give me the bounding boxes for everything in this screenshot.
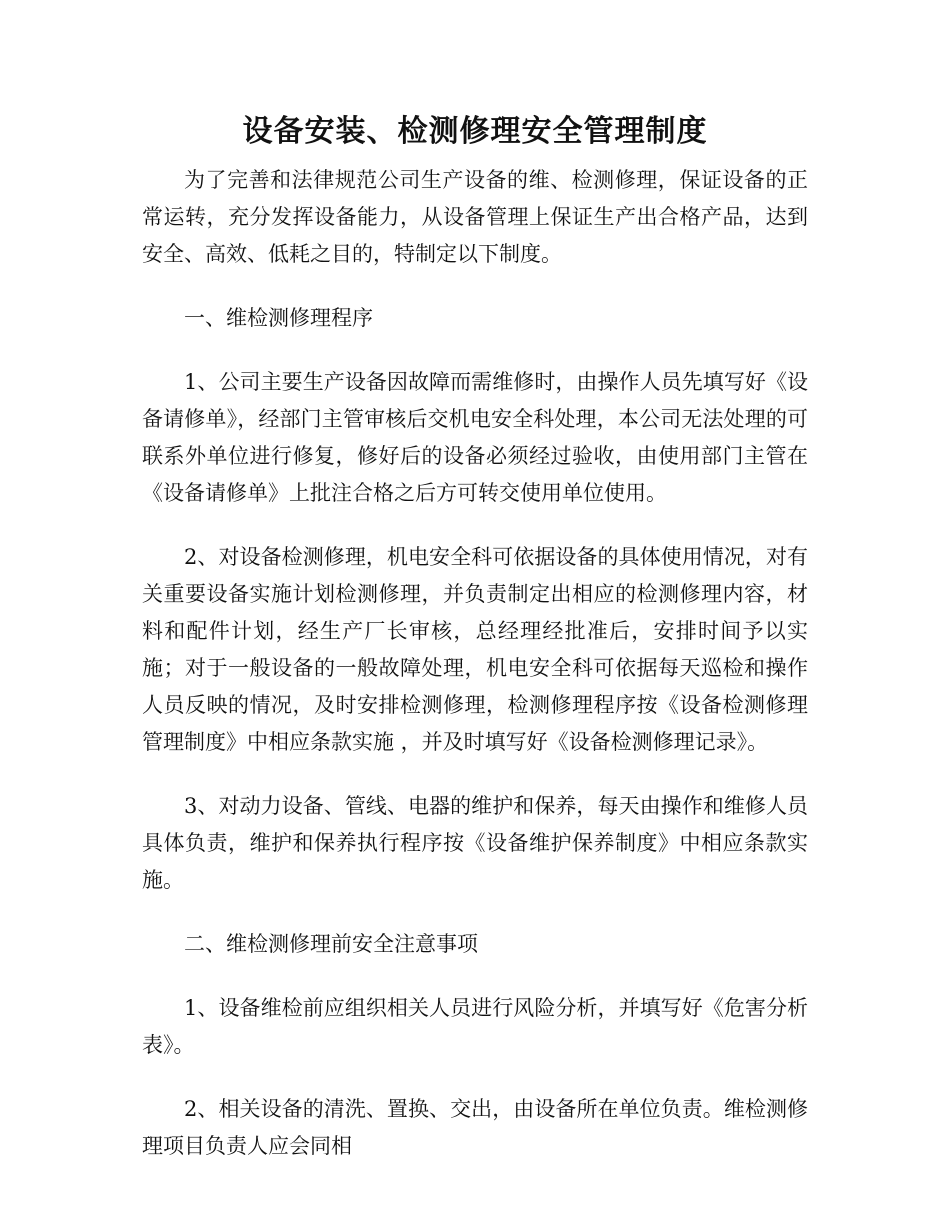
section-heading-1: 一、维检测修理程序 [184,306,373,330]
document-title: 设备安装、检测修理安全管理制度 [242,114,708,149]
section-2-item-2: 2、相关设备的清洗、置换、交出，由设备所在单位负责。维检测修理项目负责人应会同相 [142,1097,808,1158]
section-1-item-1: 1、公司主要生产设备因故障而需维修时，由操作人员先填写好《设备请修单》，经部门主管审核后交机电安全科处理，本公司无法处理的可联系外单位进行修复，修好后的设备必须经过验收，由使用部门主管在《设备请修单》上批注合格之后方可转交使用单位使用。 [142,370,808,505]
section-heading-2: 二、维检测修理前安全注意事项 [184,932,478,956]
section-1-item-2: 2、对设备检测修理，机电安全科可依据设备的具体使用情况，对有关重要设备实施计划检测修理，并负责制定出相应的检测修理内容，材料和配件计划，经生产厂长审核，总经理经批准后，安排时间予以实施；对于一般设备的一般故障处理，机电安全科可依据每天巡检和操作人员反映的情况，及时安排检测修理，检测修理程序按《设备检测修理管理制度》中相应条款实施 ，并及时填写好《设备检测修理记录》。 [142,545,808,754]
document-body [142,162,808,1192]
section-1-item-3: 3、对动力设备、管线、电器的维护和保养，每天由操作和维修人员具体负责，维护和保养执行程序按《设备维护保养制度》中相应条款实施。 [142,794,808,892]
section-2-item-1: 1、设备维检前应组织相关人员进行风险分析，并填写好《危害分析表》。 [142,996,808,1057]
intro-paragraph: 为了完善和法律规范公司生产设备的维、检测修理，保证设备的正常运转，充分发挥设备能力，从设备管理上保证生产出合格产品，达到安全、高效、低耗之目的，特制定以下制度。 [142,168,808,266]
